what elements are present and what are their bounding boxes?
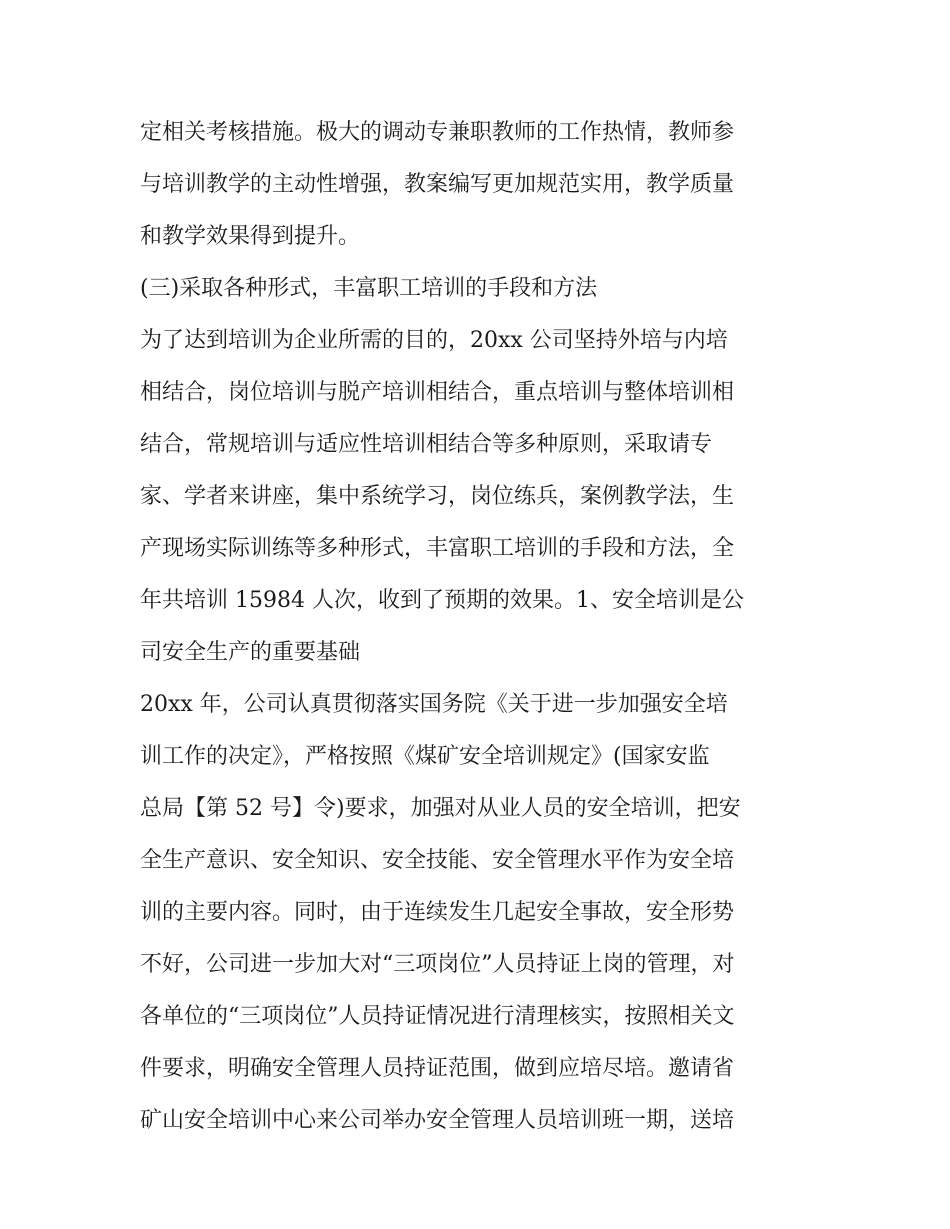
text-line: 结合，常规培训与适应性培训相结合等多种原则，采取请专 [140,432,713,457]
text-line: 和教学效果得到提升。 [140,224,361,249]
text-line: 训工作的决定》，严格按照《煤矿安全培训规定》(国家安监 [140,744,710,769]
text-line: 年共培训 15984 人次，收到了预期的效果。1、安全培训是公 [140,588,744,613]
text-line: 定相关考核措施。极大的调动专兼职教师的工作热情，教师参 [140,120,735,145]
text-line: 训的主要内容。同时，由于连续发生几起安全事故，安全形势 [140,900,735,925]
text-line: 20xx 年，公司认真贯彻落实国务院《关于进一步加强安全培 [140,692,728,717]
text-line: 相结合，岗位培训与脱产培训相结合，重点培训与整体培训相 [140,380,735,405]
text-line: 矿山安全培训中心来公司举办安全管理人员培训班一期，送培 [140,1108,735,1133]
body-text [140,107,820,1147]
text-line: 不好，公司进一步加大对“三项岗位”人员持证上岗的管理，对 [140,952,735,977]
text-line: 司安全生产的重要基础 [140,640,361,665]
text-line: 与培训教学的主动性增强，教案编写更加规范实用，教学质量 [140,172,735,197]
text-line: 产现场实际训练等多种形式，丰富职工培训的手段和方法，全 [140,536,735,561]
text-line: 家、学者来讲座，集中系统学习，岗位练兵，案例教学法，生 [140,484,735,509]
text-line: 总局【第 52 号】令)要求，加强对从业人员的安全培训，把安 [140,796,741,821]
text-line: 各单位的“三项岗位”人员持证情况进行清理核实，按照相关文 [140,1004,735,1029]
section-heading: (三)采取各种形式，丰富职工培训的手段和方法 [140,276,598,301]
text-line: 全生产意识、安全知识、安全技能、安全管理水平作为安全培 [140,848,735,873]
text-line: 为了达到培训为企业所需的目的，20xx 公司坚持外培与内培 [140,328,728,353]
text-line: 件要求，明确安全管理人员持证范围，做到应培尽培。邀请省 [140,1056,735,1081]
